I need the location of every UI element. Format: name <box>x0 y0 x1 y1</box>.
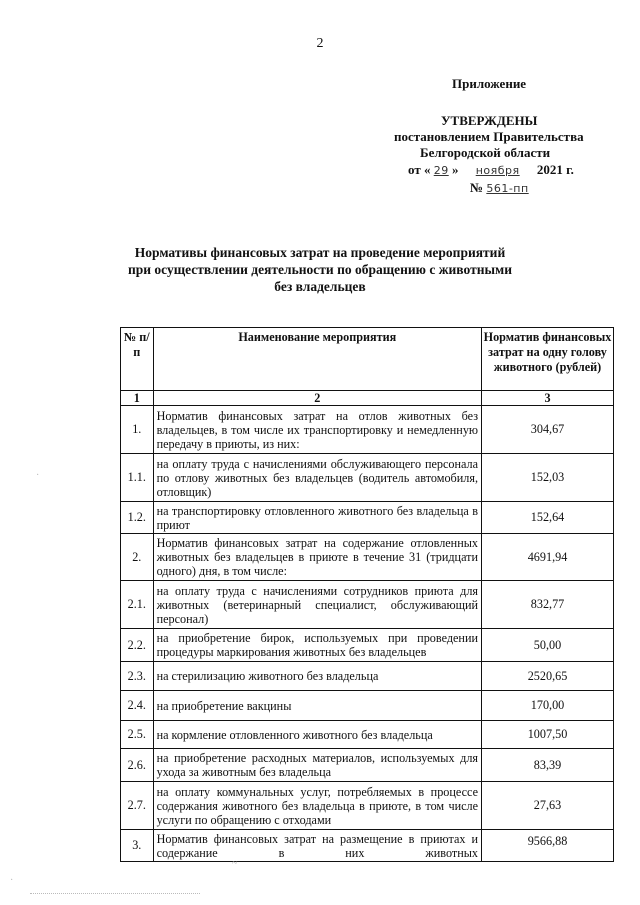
table-row <box>121 454 614 502</box>
header-name: Наименование мероприятия <box>153 328 481 391</box>
col-number: 1 <box>121 391 154 406</box>
approved-label: УТВЕРЖДЕНЫ <box>441 113 538 128</box>
row-number: 1.2. <box>121 502 154 534</box>
table-row <box>121 830 614 862</box>
date-prefix: от « <box>408 162 431 177</box>
table-row <box>121 721 614 749</box>
region-label: Белгородской области <box>420 145 551 160</box>
header-num: № п/п <box>121 328 154 391</box>
row-number: 2.2. <box>121 629 154 662</box>
table-row <box>121 534 614 581</box>
approval-number <box>470 180 529 196</box>
number-value: 561-пп <box>486 182 529 195</box>
header-norm: Норматив финансовых затрат на одну голову животного (рублей) <box>482 328 614 391</box>
row-number: 2.3. <box>121 662 154 691</box>
row-value: 304,67 <box>482 406 614 454</box>
table-row <box>121 691 614 721</box>
scan-speck: · <box>10 875 14 886</box>
header-row <box>121 328 614 391</box>
title-line-1: Нормативы финансовых затрат на проведение мероприятий <box>134 245 506 260</box>
table-row <box>121 629 614 662</box>
table-row <box>121 662 614 691</box>
row-number: 2. <box>121 534 154 581</box>
date-mid: » <box>451 162 459 177</box>
table-row <box>121 502 614 534</box>
row-name: Норматив финансовых затрат на размещение в приютах и содержание в них животных <box>153 830 481 862</box>
row-number: 1.1. <box>121 454 154 502</box>
page-number: 2 <box>316 36 324 51</box>
row-value: 152,64 <box>482 502 614 534</box>
row-name: на приобретение вакцины <box>153 691 481 721</box>
row-name: на оплату коммунальных услуг, потребляемых в процессе содержания животного без владельца в приюте, в том числе услуги по обращению с отходами <box>153 782 481 830</box>
table-row <box>121 406 614 454</box>
row-value: 170,00 <box>482 691 614 721</box>
scan-speck: ~ <box>232 858 238 869</box>
number-prefix: № <box>470 180 484 195</box>
appendix-label: Приложение <box>452 76 527 91</box>
date-day: 29 <box>433 164 449 177</box>
row-value: 1007,50 <box>482 721 614 749</box>
row-value: 4691,94 <box>482 534 614 581</box>
table-row <box>121 749 614 782</box>
row-number: 2.6. <box>121 749 154 782</box>
title-line-3: без владельцев <box>274 279 366 294</box>
scan-speck: · <box>36 470 40 481</box>
row-name: на оплату труда с начислениями сотрудников приюта для животных (ветеринарный специалист, обслуживающий персонал) <box>153 581 481 629</box>
row-name: на приобретение расходных материалов, используемых для ухода за животным без владельца <box>153 749 481 782</box>
row-name: на кормление отловленного животного без владельца <box>153 721 481 749</box>
row-value: 27,63 <box>482 782 614 830</box>
document-title <box>110 244 530 295</box>
row-name: на оплату труда с начислениями обслуживающего персонала по отлову животных без владельцев (водитель автомобиля, отловщик) <box>153 454 481 502</box>
row-name: на транспортировку отловленного животного без владельца в приют <box>153 502 481 534</box>
row-name: Норматив финансовых затрат на содержание отловленных животных без владельцев в приюте в течение 31 (тридцати одного) дня, в том числе: <box>153 534 481 581</box>
date-year: 2021 г. <box>536 162 574 177</box>
col-number: 3 <box>482 391 614 406</box>
row-value: 50,00 <box>482 629 614 662</box>
row-name: на приобретение бирок, используемых при проведении процедуры маркирования животных без владельцев <box>153 629 481 662</box>
row-value: 9566,88 <box>482 830 614 862</box>
col-number: 2 <box>153 391 481 406</box>
row-name: Норматив финансовых затрат на отлов животных без владельцев, в том числе их транспортировку и немедленную передачу в приюты, из них: <box>153 406 481 454</box>
scan-line <box>30 893 200 894</box>
norms-table <box>120 327 614 862</box>
approval-date <box>408 162 574 178</box>
title-line-2: при осуществлении деятельности по обращению с животными <box>127 262 512 277</box>
table-row <box>121 782 614 830</box>
date-month: ноября <box>475 164 520 177</box>
resolution-label: постановлением Правительства <box>394 129 584 144</box>
column-numbers-row <box>121 391 614 406</box>
row-value: 2520,65 <box>482 662 614 691</box>
row-value: 832,77 <box>482 581 614 629</box>
row-number: 2.7. <box>121 782 154 830</box>
row-value: 83,39 <box>482 749 614 782</box>
row-number: 2.5. <box>121 721 154 749</box>
row-number: 2.1. <box>121 581 154 629</box>
row-number: 2.4. <box>121 691 154 721</box>
table-row <box>121 581 614 629</box>
row-number: 3. <box>121 830 154 862</box>
row-value: 152,03 <box>482 454 614 502</box>
row-number: 1. <box>121 406 154 454</box>
row-name: на стерилизацию животного без владельца <box>153 662 481 691</box>
